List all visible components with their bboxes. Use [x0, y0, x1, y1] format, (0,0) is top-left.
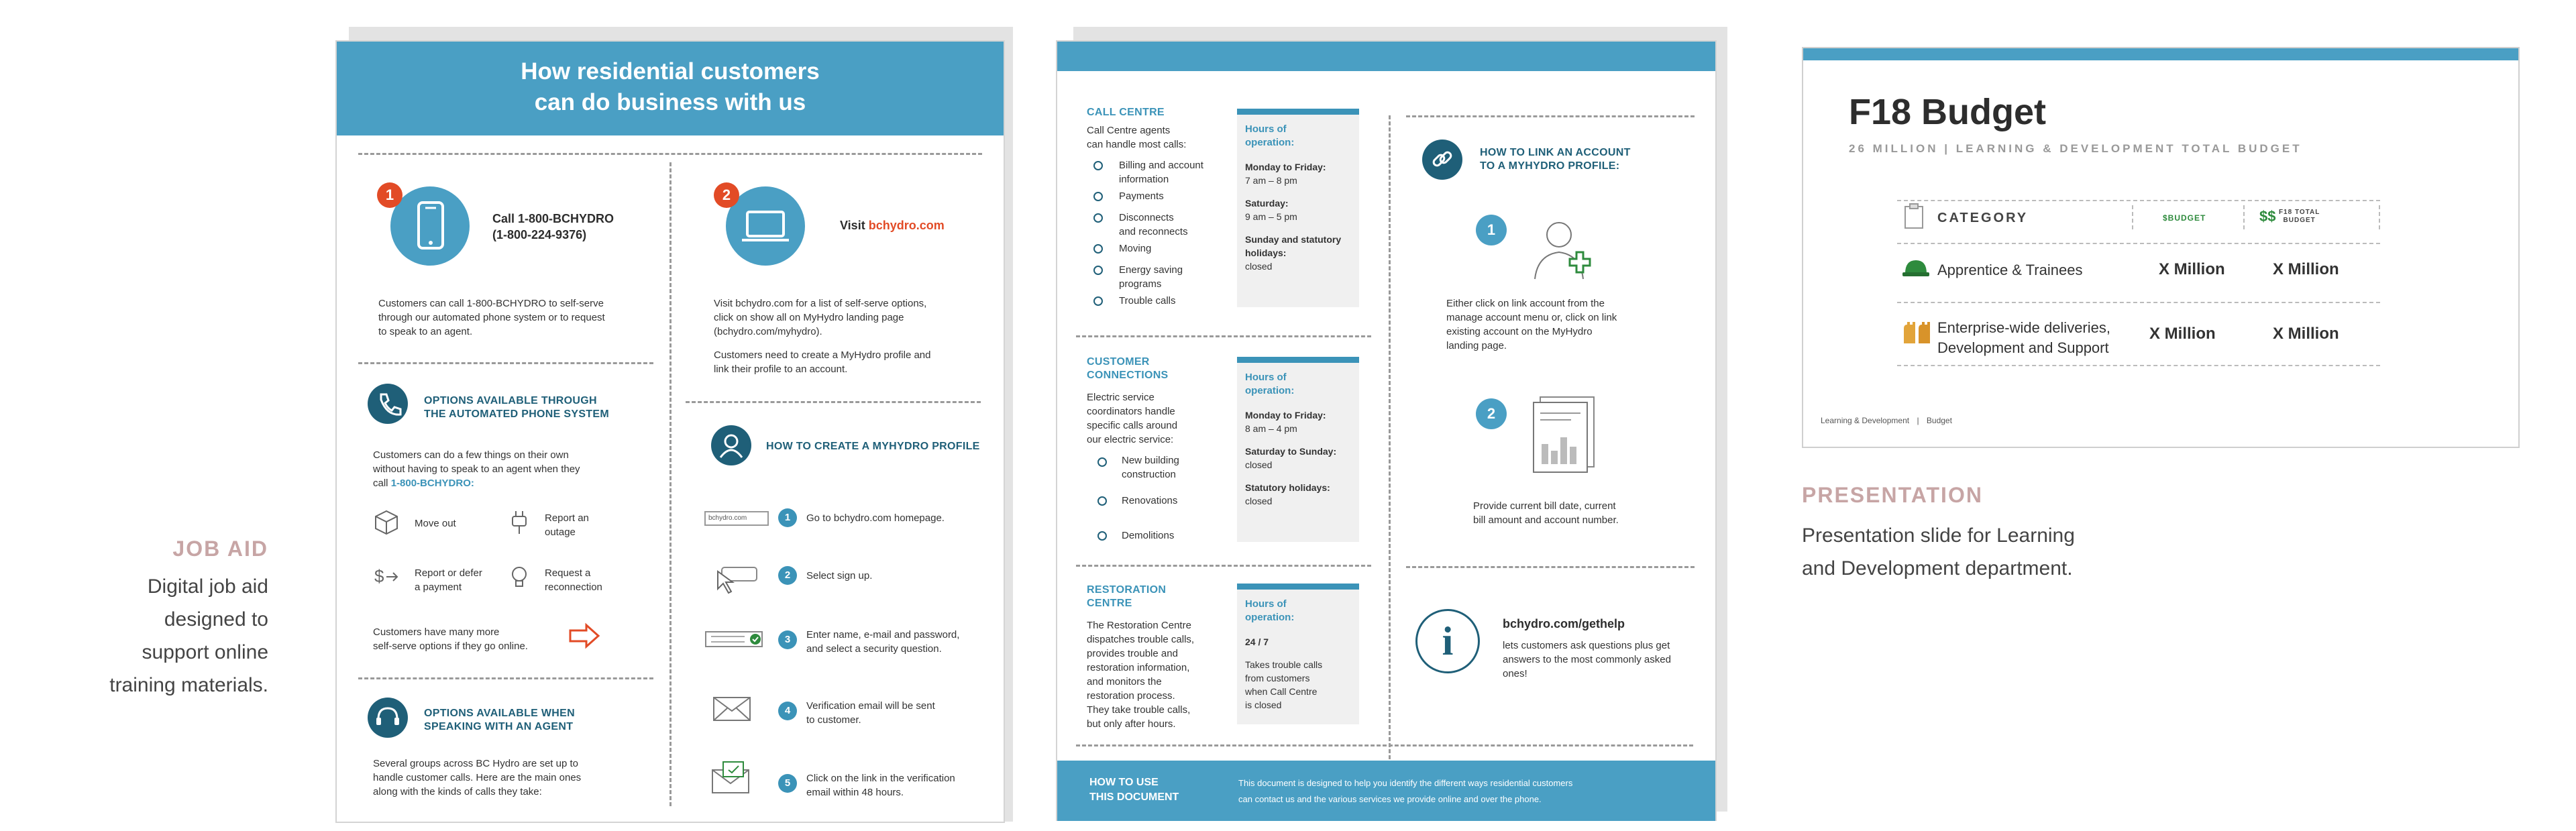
row-1-total: X Million: [2273, 260, 2339, 278]
profile-step-2-text: Select sign up.: [806, 570, 873, 581]
restoration-hours: Hours of operation: 24 / 7 Takes trouble calls from customers when Call Centre is closed: [1237, 584, 1359, 724]
hard-hat-icon: [1901, 256, 1931, 284]
option-move-out: Move out: [415, 518, 456, 529]
lightbulb-icon: [504, 562, 534, 595]
cc-item-energy: Energy saving programs: [1119, 264, 1183, 290]
row-2-budget: X Million: [2149, 325, 2216, 343]
plug-icon: [504, 507, 534, 540]
headset-icon: [368, 698, 408, 738]
profile-step-2-num: 2: [778, 566, 797, 585]
doc2-top-bar: [1057, 42, 1715, 71]
row-1-budget: X Million: [2159, 260, 2225, 278]
profile-step-1-text: Go to bchydro.com homepage.: [806, 512, 945, 524]
cc-item-billing: Billing and account information: [1119, 160, 1203, 185]
gethelp-url[interactable]: bchydro.com/gethelp: [1503, 617, 1625, 630]
step-1-badge: 1: [377, 182, 402, 208]
profile-step-4-text: Verification email will be sent to customer.: [806, 700, 935, 726]
create-profile-title: HOW TO CREATE A MYHYDRO PROFILE: [766, 441, 980, 452]
restoration-title: RESTORATION CENTRE: [1087, 584, 1167, 609]
customer-connections-title: CUSTOMER CONNECTIONS: [1087, 356, 1169, 381]
bchydro-link[interactable]: bchydro.com: [868, 219, 945, 232]
slide-title: F18 Budget: [1849, 92, 2047, 132]
cc2-item-demolitions: Demolitions: [1122, 530, 1175, 541]
options-auto-title: OPTIONS AVAILABLE THROUGH THE AUTOMATED PHONE SYSTEM: [424, 395, 609, 420]
cc2-item-renovations: Renovations: [1122, 495, 1178, 506]
form-check-icon: [704, 629, 769, 653]
profile-step-4-num: 4: [778, 702, 797, 720]
link-step-2-text: Provide current bill date, current bill amount and account number.: [1473, 500, 1619, 526]
option-report-payment: Report or defer a payment: [415, 567, 482, 593]
step-2-body: Visit bchydro.com for a list of self-serve options, click on show all on MyHydro landing page (bchydro.com/myhydro). Customers need to create a MyHydro profile and link their profile to an account.: [714, 298, 931, 375]
cursor-click-icon: [708, 558, 762, 599]
dollar-arrow-icon: [372, 562, 401, 595]
job-aid-page-2: [1056, 40, 1717, 821]
cc-item-payments: Payments: [1119, 190, 1164, 202]
col-category: CATEGORY: [1937, 211, 2029, 225]
profile-step-5-text: Click on the link in the verification email within 48 hours.: [806, 773, 955, 798]
envelope-icon: [711, 694, 754, 726]
link-icon: [1422, 140, 1462, 180]
presentation-description: Presentation slide for Learning and Development department.: [1802, 524, 2075, 579]
job-aid-category: JOB AID: [172, 537, 268, 561]
link-step-1-num: 1: [1476, 215, 1507, 245]
row-2-label: Enterprise-wide deliveries, Development and Support: [1937, 319, 2110, 356]
phone-icon: [390, 186, 470, 266]
doc2-footer: [1057, 761, 1715, 821]
gloves-icon: [1901, 319, 1935, 349]
restoration-body: The Restoration Centre dispatches trouble calls, provides trouble and restoration information, and monitors the restoration process. They take trouble calls, but only after hours.: [1087, 620, 1195, 730]
slide-top-bar: [1803, 48, 2518, 60]
call-title: Call 1-800-BCHYDRO (1-800-224-9376): [492, 212, 614, 241]
profile-step-3-text: Enter name, e-mail and password, and select a security question.: [806, 629, 960, 655]
cc2-item-new-building: New building construction: [1122, 455, 1179, 480]
visit-title: Visit bchydro.com: [840, 219, 945, 232]
budget-slide: [1802, 47, 2520, 448]
box-icon: [372, 507, 401, 540]
footer-body: This document is designed to help you identify the different ways residential customers can contact us and the various services we provide online and over the phone.: [1238, 778, 1573, 804]
col-budget: $BUDGET: [2163, 213, 2206, 223]
option-request-reconnection: Request a reconnection: [545, 567, 602, 593]
doc1-header: [337, 42, 1004, 135]
options-agent-title: OPTIONS AVAILABLE WHEN SPEAKING WITH AN AGENT: [424, 708, 575, 732]
doc1-header-line-2: can do business with us: [534, 89, 806, 115]
svg-text:$: $: [374, 566, 384, 586]
user-icon: [711, 425, 751, 465]
link-step-1-text: Either click on link account from the manage account menu or, click on link existing account on the MyHydro landing page.: [1446, 298, 1617, 351]
step-1-body: Customers can call 1-800-BCHYDRO to self-serve through our automated phone system or to request to speak to an agent.: [378, 298, 605, 337]
options-agent-body: Several groups across BC Hydro are set up to handle customer calls. Here are the main ones along with the kinds of calls they take:: [373, 758, 582, 797]
customer-connections-body: Electric service coordinators handle specific calls around our electric service:: [1087, 392, 1178, 445]
col-total: $$ F18 TOTAL BUDGET: [2259, 208, 2320, 225]
step-2-badge: 2: [714, 182, 739, 208]
cc-item-moving: Moving: [1119, 243, 1152, 254]
presentation-category: PRESENTATION: [1802, 483, 1983, 507]
gethelp-body: lets customers ask questions plus get answers to the most commonly asked ones!: [1503, 640, 1671, 679]
profile-step-3-num: 3: [778, 630, 797, 649]
phone-handset-icon: [368, 384, 408, 424]
option-report-outage: Report an outage: [545, 512, 589, 538]
call-centre-body: Call Centre agents can handle most calls:: [1087, 125, 1187, 150]
clipboard-icon: [1902, 203, 1925, 233]
profile-step-5-num: 5: [778, 774, 797, 793]
bill-icon: [1524, 390, 1605, 481]
call-centre-hours: Hours of operation: Monday to Friday: 7 am – 8 pm Saturday: 9 am – 5 pm Sunday and statutory holidays: closed: [1237, 109, 1359, 307]
cc-item-trouble: Trouble calls: [1119, 295, 1176, 307]
row-2-total: X Million: [2273, 325, 2339, 343]
arrow-right-icon: [568, 622, 601, 653]
customer-connections-hours: Hours of operation: Monday to Friday: 8 am – 4 pm Saturday to Sunday: closed Statutory holidays: closed: [1237, 357, 1359, 542]
link-account-title: HOW TO LINK AN ACCOUNT TO A MYHYDRO PROFILE:: [1480, 147, 1631, 172]
options-auto-body: Customers can do a few things on their own without having to speak to an agent when they call 1-800-BCHYDRO:: [373, 449, 580, 489]
envelope-link-icon: [710, 761, 753, 800]
footer-title: HOW TO USE THIS DOCUMENT: [1089, 777, 1179, 803]
job-aid-description: Digital job aid designed to support online training materials.: [109, 575, 268, 696]
link-step-2-num: 2: [1476, 398, 1507, 429]
slide-footer: Learning & Development | Budget: [1821, 416, 1952, 425]
user-add-icon: [1520, 212, 1601, 289]
row-1-label: Apprentice & Trainees: [1937, 262, 2083, 278]
browser-bar-icon: bchydro.com: [704, 511, 769, 526]
call-centre-title: CALL CENTRE: [1087, 107, 1165, 118]
profile-step-1-num: 1: [778, 508, 797, 527]
options-more: Customers have many more self-serve options if they go online.: [373, 626, 528, 652]
doc1-header-line-1: How residential customers: [521, 58, 820, 85]
slide-subtitle: 26 MILLION | LEARNING & DEVELOPMENT TOTAL BUDGET: [1849, 142, 2302, 155]
job-aid-page-1: [335, 40, 1005, 823]
info-icon: i: [1415, 609, 1480, 673]
cc-item-disconnects: Disconnects and reconnects: [1119, 212, 1188, 237]
